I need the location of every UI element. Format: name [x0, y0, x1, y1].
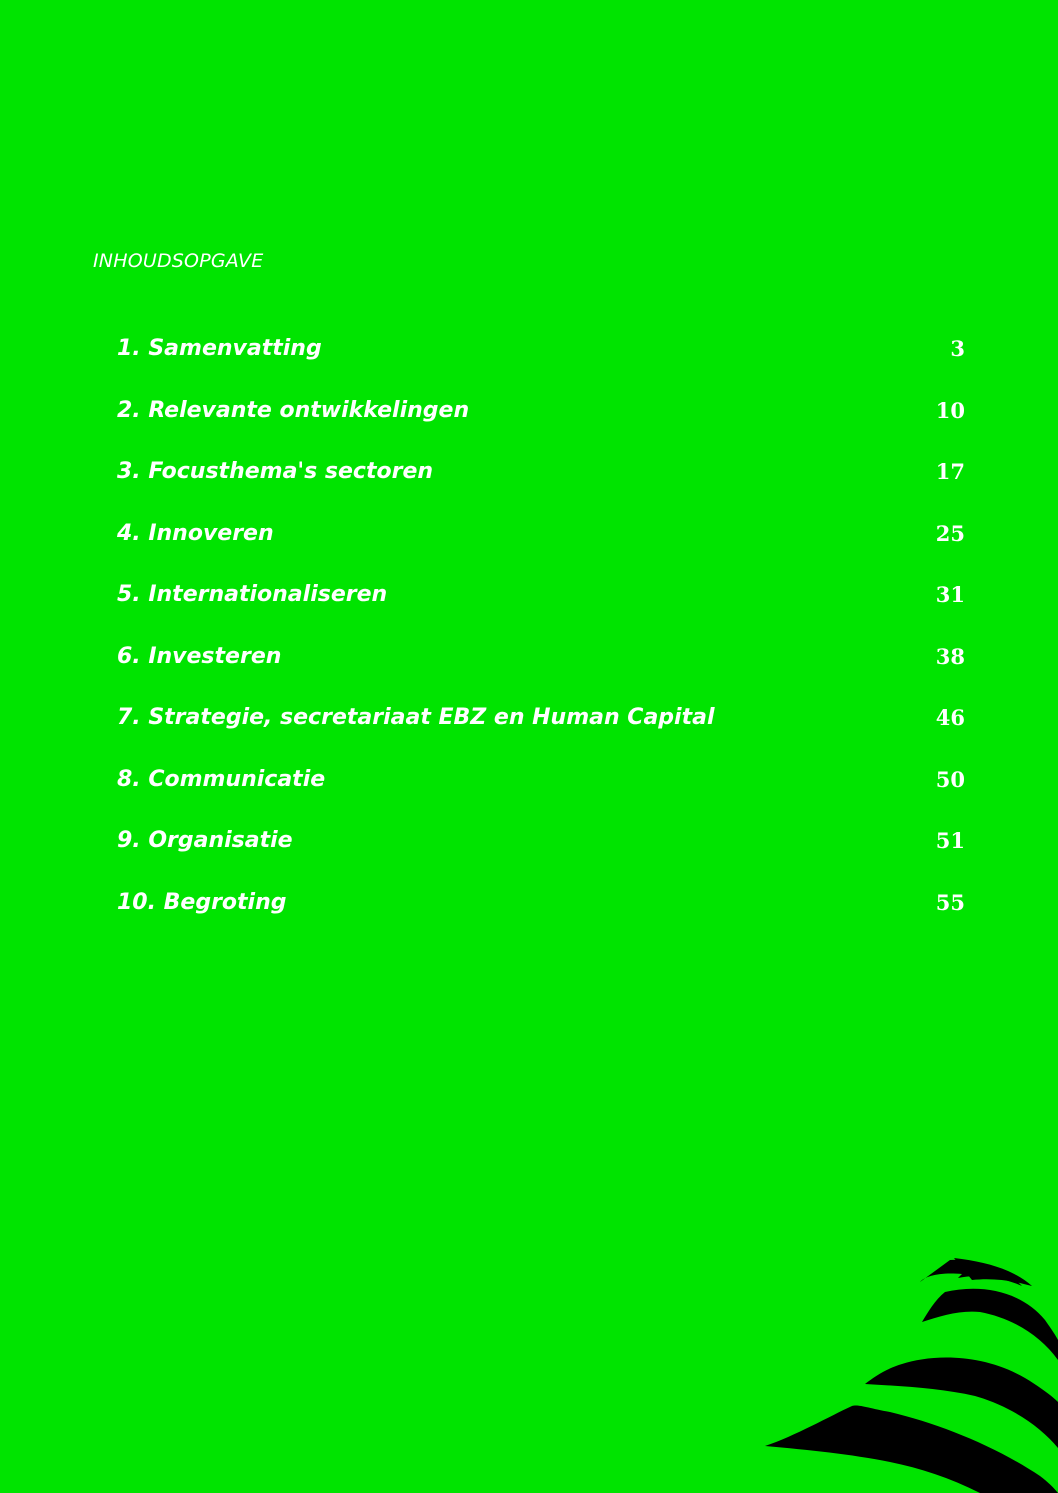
toc-item-title[interactable]: 9. Organisatie: [117, 828, 293, 853]
toc-item-page-number: 31: [935, 582, 965, 607]
toc-item-page-number: 55: [935, 889, 965, 915]
toc-item-page-number: 25: [935, 520, 965, 546]
toc-item-title[interactable]: 3. Focusthema's sectoren: [117, 459, 434, 484]
toc-item[interactable]: [117, 336, 965, 398]
black-stripe-graphic-icon: [740, 1240, 1058, 1493]
toc-item[interactable]: [117, 398, 965, 460]
toc-item[interactable]: [117, 582, 965, 644]
toc-item-title[interactable]: 7. Strategie, secretariaat EBZ en Human Capital: [117, 705, 715, 730]
toc-item-page-number: 17: [935, 459, 965, 484]
toc-item[interactable]: [117, 705, 965, 767]
toc-item-title[interactable]: 2. Relevante ontwikkelingen: [117, 397, 470, 423]
toc-item-title[interactable]: 1. Samenvatting: [117, 336, 322, 361]
toc-item-page-number: 50: [935, 766, 965, 792]
toc-item-page-number: 10: [935, 397, 965, 423]
toc-item[interactable]: [117, 644, 965, 706]
toc-item[interactable]: [117, 767, 965, 829]
toc-item-title[interactable]: 5. Internationaliseren: [117, 582, 388, 607]
toc-heading: INHOUDSOPGAVE: [93, 250, 264, 272]
toc-item[interactable]: [117, 890, 965, 952]
toc-item[interactable]: [117, 459, 965, 521]
toc-item-title[interactable]: 6. Investeren: [117, 643, 282, 669]
toc-item-page-number: 46: [935, 705, 965, 730]
toc-item-page-number: 3: [950, 336, 965, 361]
toc-item-title[interactable]: 4. Innoveren: [117, 520, 274, 546]
toc-item-title[interactable]: 8. Communicatie: [117, 766, 326, 792]
toc-list: [117, 336, 965, 951]
toc-item-page-number: 51: [935, 828, 965, 853]
toc-item-title[interactable]: 10. Begroting: [117, 889, 287, 915]
toc-item-page-number: 38: [935, 643, 965, 669]
toc-item[interactable]: [117, 521, 965, 583]
toc-item[interactable]: [117, 828, 965, 890]
